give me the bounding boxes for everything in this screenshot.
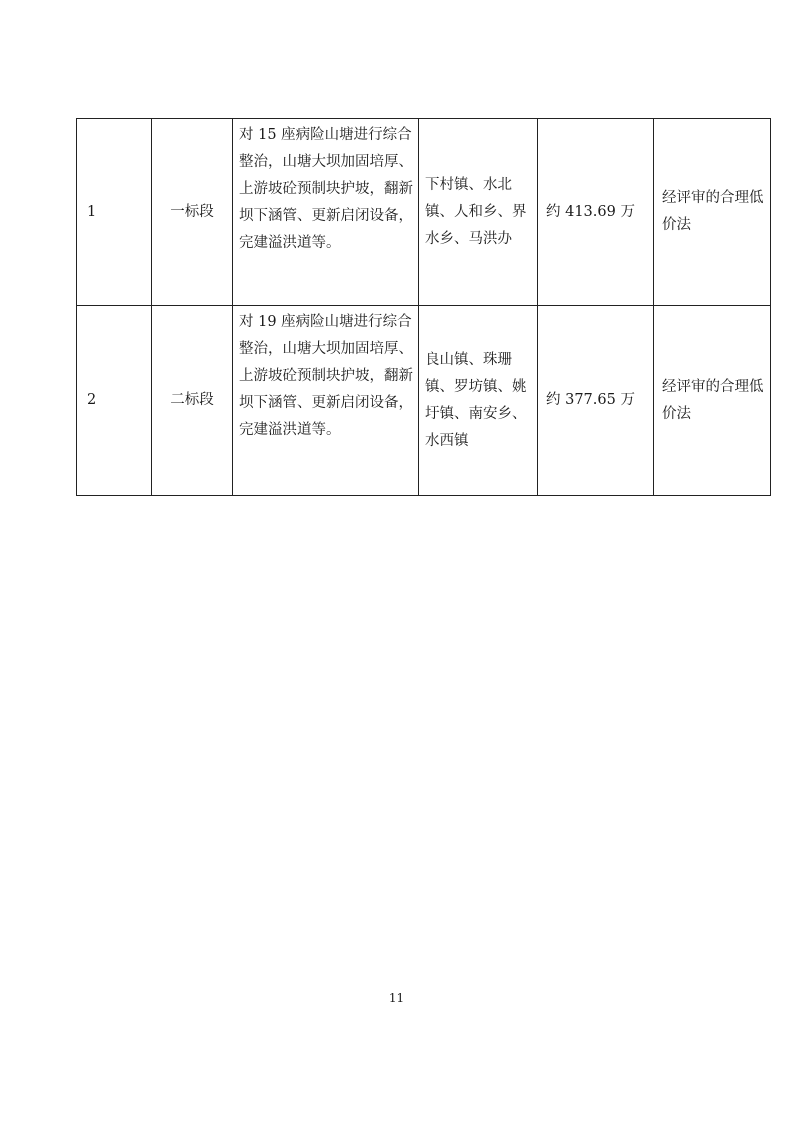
project-area: 良山镇、珠珊镇、罗坊镇、姚圩镇、南安乡、水西镇: [419, 306, 538, 496]
evaluation-method: 经评审的合理低价法: [654, 119, 771, 306]
row-number: 1: [77, 119, 152, 306]
section-name: 二标段: [152, 306, 233, 496]
bid-sections-table: [76, 118, 771, 496]
table-row: [77, 306, 771, 496]
page-number: 11: [388, 991, 405, 1005]
project-content: 对 15 座病险山塘进行综合整治，山塘大坝加固培厚、上游坡砼预制块护坡，翻新坝下涵管、更新启闭设备，完建溢洪道等。: [233, 119, 419, 306]
budget-amount: 约 377.65 万: [538, 306, 654, 496]
row-number: 2: [77, 306, 152, 496]
budget-amount: 约 413.69 万: [538, 119, 654, 306]
section-name: 一标段: [152, 119, 233, 306]
project-content: 对 19 座病险山塘进行综合整治，山塘大坝加固培厚、上游坡砼预制块护坡，翻新坝下涵管、更新启闭设备，完建溢洪道等。: [233, 306, 419, 496]
evaluation-method: 经评审的合理低价法: [654, 306, 771, 496]
project-area: 下村镇、水北镇、人和乡、界水乡、马洪办: [419, 119, 538, 306]
table-row: [77, 119, 771, 306]
